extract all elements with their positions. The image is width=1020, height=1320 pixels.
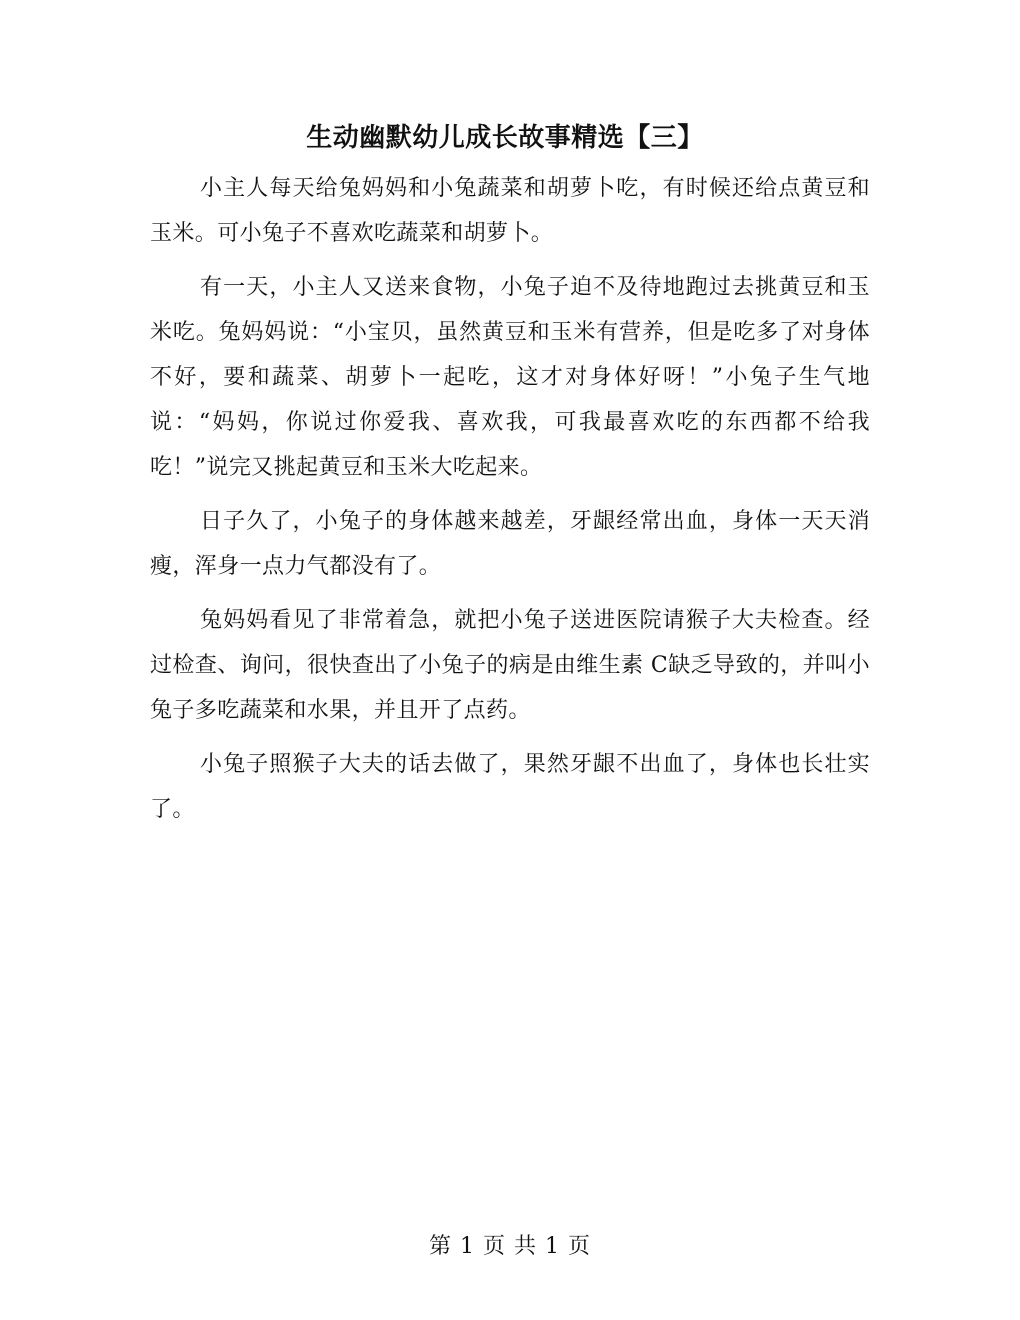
document-title: 生动幽默幼儿成长故事精选【三】 — [306, 123, 704, 153]
document-body — [150, 166, 870, 841]
paragraph-5: 小兔子照猴子大夫的话去做了，果然牙龈不出血了，身体也长壮实了。 — [150, 752, 870, 822]
paragraph-3: 日子久了，小兔子的身体越来越差，牙龈经常出血，身体一天天消瘦，浑身一点力气都没有了。 — [150, 509, 870, 579]
paragraph-4: 兔妈妈看见了非常着急，就把小兔子送进医院请猴子大夫检查。经过检查、询问，很快查出了小兔子的病是由维生素 C缺乏导致的，并叫小兔子多吃蔬菜和水果，并且开了点药。 — [150, 608, 870, 723]
paragraph-2: 有一天，小主人又送来食物，小兔子迫不及待地跑过去挑黄豆和玉米吃。兔妈妈说：“小宝贝，虽然黄豆和玉米有营养，但是吃多了对身体不好，要和蔬菜、胡萝卜一起吃，这才对身体好呀！”小兔子生气地说：“妈妈，你说过你爱我、喜欢我，可我最喜欢吃的东西都不给我吃！”说完又挑起黄豆和玉米大吃起来。 — [150, 275, 870, 480]
paragraph-1: 小主人每天给兔妈妈和小兔蔬菜和胡萝卜吃，有时候还给点黄豆和玉米。可小兔子不喜欢吃蔬菜和胡萝卜。 — [150, 176, 870, 246]
page-footer: 第 1 页 共 1 页 — [429, 1234, 591, 1259]
